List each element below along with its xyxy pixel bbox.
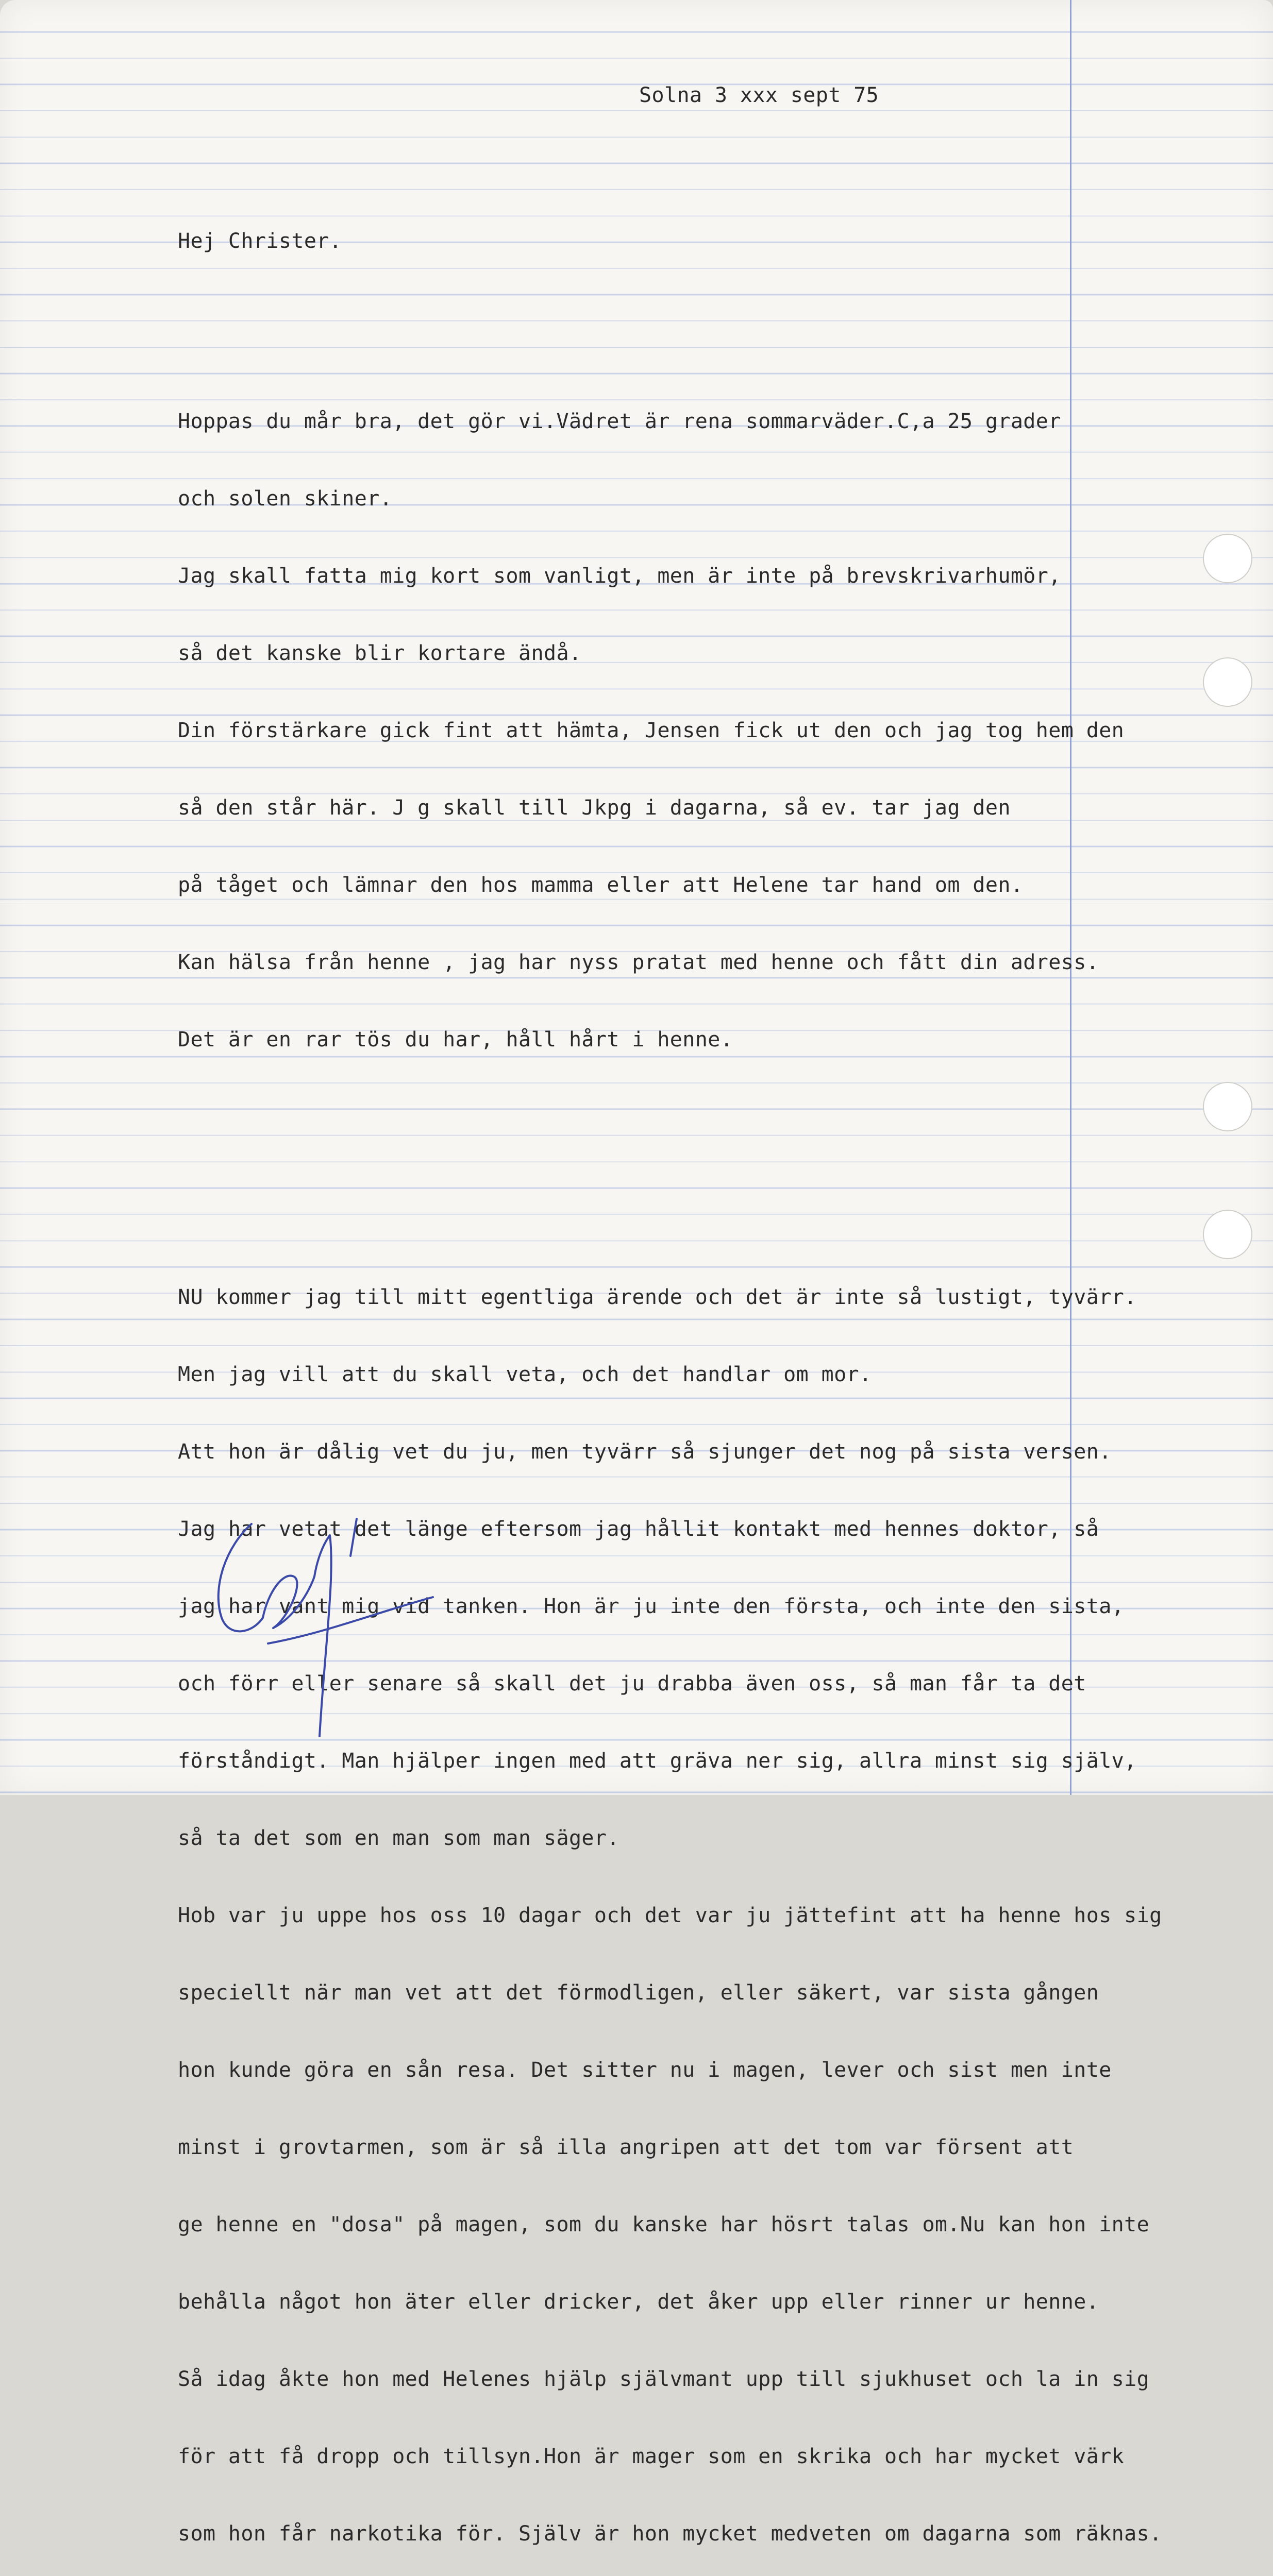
paragraph [178, 357, 1175, 1104]
text-line: Att hon är dålig vet du ju, men tyvärr så sjunger det nog på sista versen. [178, 1440, 1112, 1464]
text-line: minst i grovtarmen, som är så illa angripen att det tom var försent att [178, 2136, 1074, 2159]
handwritten-signature [206, 1515, 464, 1741]
text-line: och solen skiner. [178, 487, 393, 511]
text-line: Men jag vill att du skall veta, och det handlar om mor. [178, 1363, 872, 1386]
text-line: Hob var ju uppe hos oss 10 dagar och det var ju jättefint att ha henne hos sig [178, 1904, 1162, 1927]
text-line: Det är en rar tös du har, håll hårt i henne. [178, 1028, 733, 1052]
text-line: och förr eller senare så skall det ju drabba även oss, så man får ta det [178, 1672, 1086, 1696]
text-line: speciellt när man vet att det förmodligen, eller säkert, var sista gången [178, 1981, 1099, 2005]
signature-stroke [219, 1524, 263, 1631]
text-line: hon kunde göra en sån resa. Det sitter nu i magen, lever och sist men inte [178, 2058, 1112, 2082]
text-line: Så idag åkte hon med Helenes hjälp självmant upp till sjukhuset och la in sig [178, 2367, 1150, 2391]
text-line: Jag skall fatta mig kort som vanligt, men är inte på brevskrivarhumör, [178, 564, 1061, 588]
text-line: Din förstärkare gick fint att hämta, Jensen fick ut den och jag tog hem den [178, 719, 1125, 742]
signature-stroke [268, 1597, 433, 1643]
punch-hole [1203, 534, 1252, 583]
text-line: så den står här. J g skall till Jkpg i dagarna, så ev. tar jag den [178, 796, 1011, 820]
text-line: så ta det som en man som man säger. [178, 1826, 619, 1850]
letter-greeting: Hej Christer. [178, 229, 342, 253]
text-line: jag har vant mig vid tanken. Hon är ju inte den första, och inte den sista, [178, 1595, 1125, 1618]
text-line: för att få dropp och tillsyn.Hon är mager som en skrika och har mycket värk [178, 2445, 1125, 2468]
signature-stroke [350, 1519, 357, 1556]
signature-stroke [314, 1535, 331, 1736]
letter-date: Solna 3 xxx sept 75 [639, 83, 879, 107]
text-line: så det kanske blir kortare ändå. [178, 641, 582, 665]
signature-stroke [263, 1575, 314, 1628]
punch-hole [1203, 1210, 1252, 1259]
punch-hole [1203, 1082, 1252, 1131]
paragraph [178, 1233, 1175, 2576]
text-line: Hoppas du mår bra, det gör vi.Vädret är rena sommarväder.C,a 25 grader [178, 410, 1061, 433]
text-line: Jag har vetat det länge eftersom jag hållit kontakt med hennes doktor, så [178, 1517, 1099, 1541]
punch-hole [1203, 657, 1252, 707]
text-line: förståndigt. Man hjälper ingen med att gräva ner sig, allra minst sig själv, [178, 1749, 1137, 1773]
text-line: som hon får narkotika för. Själv är hon mycket medveten om dagarna som räknas. [178, 2522, 1162, 2546]
text-line: ge henne en "dosa" på magen, som du kanske har hösrt talas om.Nu kan hon inte [178, 2213, 1150, 2236]
text-line: på tåget och lämnar den hos mamma eller att Helene tar hand om den. [178, 873, 1024, 897]
text-line: Kan hälsa från henne , jag har nyss pratat med henne och fått din adress. [178, 951, 1099, 974]
text-line: behålla något hon äter eller dricker, det åker upp eller rinner ur henne. [178, 2290, 1099, 2314]
text-line: NU kommer jag till mitt egentliga ärende och det är inte så lustigt, tyvärr. [178, 1285, 1137, 1309]
letter-body [178, 306, 1175, 2576]
